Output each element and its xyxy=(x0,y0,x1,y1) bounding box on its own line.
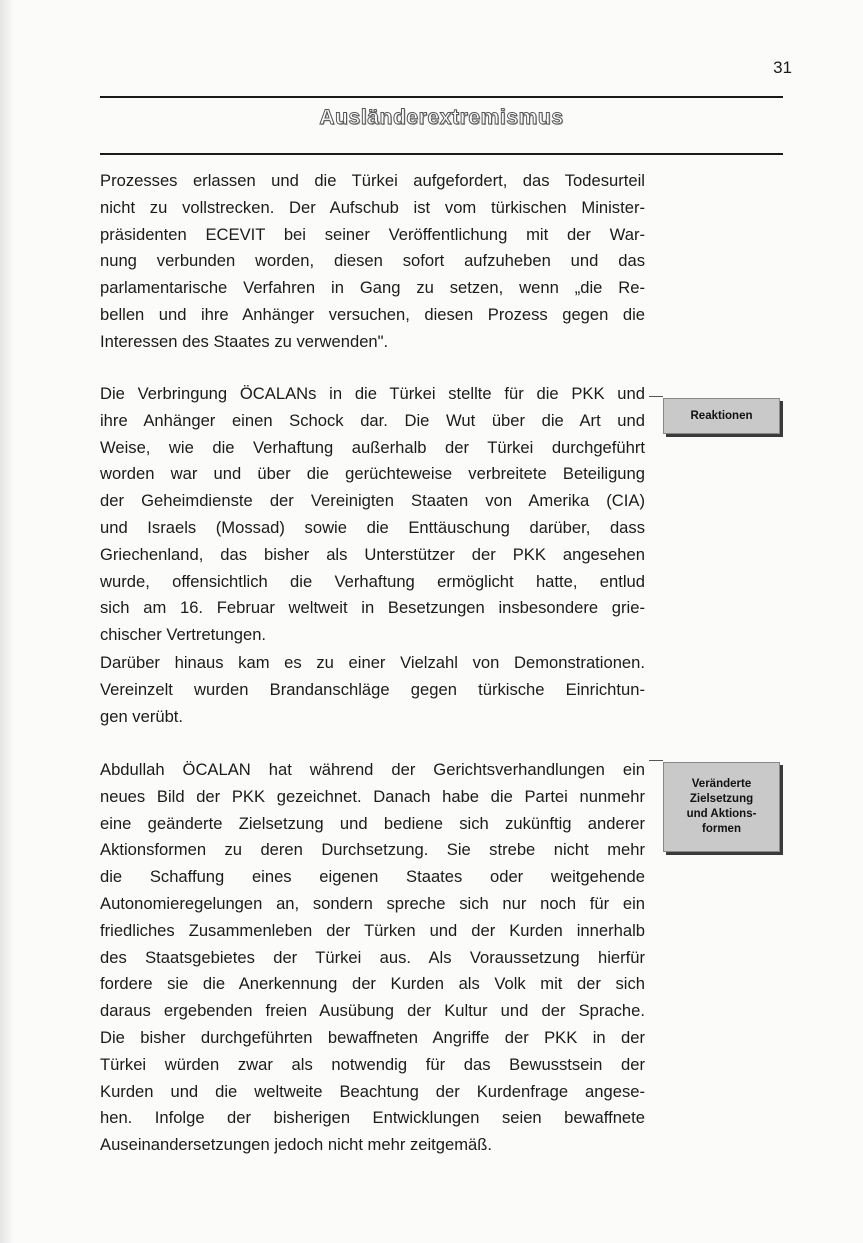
text-line: chischer Vertretungen. xyxy=(100,625,267,645)
margin-note-reaktionen xyxy=(663,398,780,434)
text-line: Die bisher durchgeführten bewaffneten Angriffe der PKK in der xyxy=(100,1027,645,1047)
paragraph-reactions xyxy=(100,381,645,649)
margin-note-line: Veränderte xyxy=(691,778,752,790)
text-line: neues Bild der PKK gezeichnet. Danach habe die Partei nunmehr xyxy=(100,786,645,806)
text-line: Prozesses erlassen und die Türkei aufgefordert, das Todesurteil xyxy=(100,171,645,190)
text-line: ihre Anhänger einen Schock dar. Die Wut über die Art und xyxy=(100,410,645,430)
text-line: gen verübt. xyxy=(100,706,184,726)
text-line: wurde, offensichtlich die Verhaftung ermöglicht hatte, entlud xyxy=(100,571,645,591)
text-line: Kurden und die weltweite Beachtung der Kurdenfrage angese- xyxy=(100,1081,645,1101)
text-line: hen. Infolge der bisherigen Entwicklungen seien bewaffnete xyxy=(100,1108,645,1128)
text-line: eine geänderte Zielsetzung und bediene sich zukünftig anderer xyxy=(100,813,645,833)
text-line: Türkei würden zwar als notwendig für das Bewusstsein der xyxy=(100,1054,645,1074)
text-line: sich am 16. Februar weltweit in Besetzungen insbesondere grie- xyxy=(100,598,645,618)
text-line: bellen und ihre Anhänger versuchen, diesen Prozess gegen die xyxy=(100,304,645,324)
text-line: Griechenland, das bisher als Unterstützer der PKK angesehen xyxy=(100,544,645,564)
margin-note-line: formen xyxy=(702,823,741,835)
text-line: parlamentarische Verfahren in Gang zu setzen, wenn „die Re- xyxy=(100,278,645,298)
margin-note-reaktionen-label: Reaktionen xyxy=(690,409,753,422)
text-line: Aktionsformen zu deren Durchsetzung. Sie strebe nicht mehr xyxy=(100,840,645,860)
text-line: Darüber hinaus kam es zu einer Vielzahl von Demonstrationen. xyxy=(100,653,645,672)
margin-note-line: und Aktions- xyxy=(686,808,757,820)
running-header: Ausländerextremismus xyxy=(319,106,564,129)
text-line: präsidenten ECEVIT bei seiner Veröffentlichung mit der War- xyxy=(100,224,645,244)
text-line: Die Verbringung ÖCALANs in die Türkei stellte für die PKK und xyxy=(100,384,645,403)
text-line: Abdullah ÖCALAN hat während der Gerichtsverhandlungen ein xyxy=(100,760,645,779)
text-line: friedliches Zusammenleben der Türken und der Kurden innerhalb xyxy=(100,920,645,940)
text-line: worden war und über die gerüchteweise verbreitete Beteiligung xyxy=(100,464,645,484)
text-line: Weise, wie die Verhaftung außerhalb der Türkei durchgeführt xyxy=(100,437,645,457)
text-line: Autonomieregelungen an, sondern spreche sich nur noch für ein xyxy=(100,893,645,913)
text-line: Auseinandersetzungen jedoch nicht mehr zeitgemäß. xyxy=(100,1135,493,1155)
margin-connector-reaktionen xyxy=(649,396,663,397)
text-line: nicht zu vollstrecken. Der Aufschub ist vom türkischen Minister- xyxy=(100,197,645,217)
header-rule-top xyxy=(100,96,783,98)
text-line: daraus ergebenden freien Ausübung der Kultur und der Sprache. xyxy=(100,1001,645,1021)
paragraph-changed-goals xyxy=(100,757,645,1159)
text-line: Vereinzelt wurden Brandanschläge gegen türkische Einrichtun- xyxy=(100,679,645,699)
text-line: fordere sie die Anerkennung der Kurden als Volk mit der sich xyxy=(100,974,645,994)
page-edge-shadow xyxy=(0,0,14,1243)
page-number: 31 xyxy=(773,58,792,77)
text-line: nung verbunden worden, diesen sofort aufzuheben und das xyxy=(100,251,645,271)
text-line: die Schaffung eines eigenen Staates oder weitgehende xyxy=(100,867,645,887)
text-line: der Geheimdienste der Vereinigten Staaten von Amerika (CIA) xyxy=(100,491,645,511)
header-rule-bottom xyxy=(100,153,783,155)
paragraph-death-sentence xyxy=(100,168,645,356)
paragraph-demonstrations xyxy=(100,650,645,730)
text-line: des Staatsgebietes der Türkei aus. Als Voraussetzung hierfür xyxy=(100,947,645,967)
margin-connector-veraenderte xyxy=(649,760,663,761)
text-line: Interessen des Staates zu verwenden". xyxy=(100,331,389,351)
text-line: und Israels (Mossad) sowie die Enttäuschung darüber, dass xyxy=(100,517,645,537)
margin-note-veraenderte-zielsetzung xyxy=(663,762,780,852)
margin-note-line: Zielsetzung xyxy=(689,793,754,805)
